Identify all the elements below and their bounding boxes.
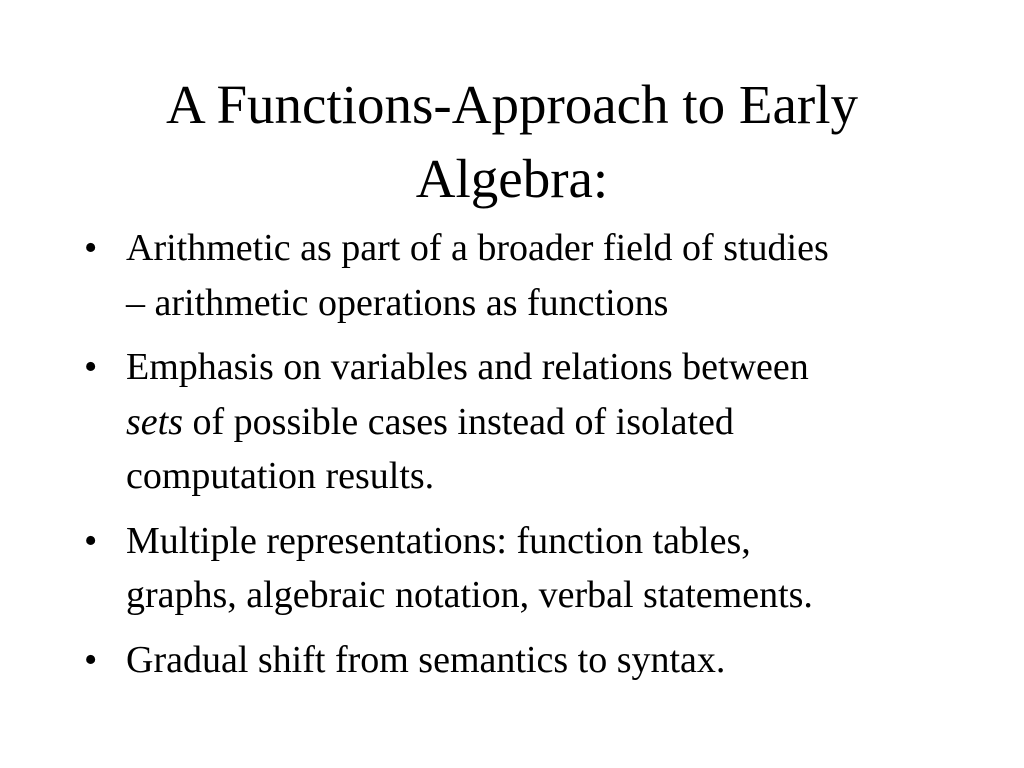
- bullet-list: [84, 221, 984, 697]
- bullet-marker: •: [84, 346, 98, 388]
- bullet-marker: •: [84, 519, 98, 562]
- slide-title: [60, 68, 964, 216]
- bullet-text-line: – arithmetic operations as functions: [126, 281, 669, 324]
- slide-title-line-2: Algebra:: [415, 148, 609, 209]
- bullet-item-arithmetic: [84, 221, 984, 330]
- bullet-text-line: Emphasis on variables and relations between: [126, 346, 809, 388]
- bullet-text-line: Multiple representations: function tables,: [126, 519, 751, 562]
- bullet-text-line: of possible cases instead of isolated: [183, 400, 734, 443]
- bullet-text-line: Arithmetic as part of a broader field of studies: [126, 227, 829, 269]
- bullet-item-representations: [84, 514, 984, 623]
- slide-title-line-1: A Functions-Approach to Early: [166, 74, 858, 135]
- bullet-marker: •: [84, 638, 98, 681]
- bullet-text-line: Gradual shift from semantics to syntax.: [126, 638, 726, 681]
- bullet-text-line: computation results.: [126, 455, 435, 497]
- bullet-item-emphasis: [84, 340, 984, 504]
- italic-word-sets: sets: [126, 400, 183, 443]
- bullet-item-gradual-shift: [84, 633, 984, 688]
- bullet-text-line: graphs, algebraic notation, verbal statements.: [126, 574, 813, 616]
- bullet-marker: •: [84, 227, 98, 269]
